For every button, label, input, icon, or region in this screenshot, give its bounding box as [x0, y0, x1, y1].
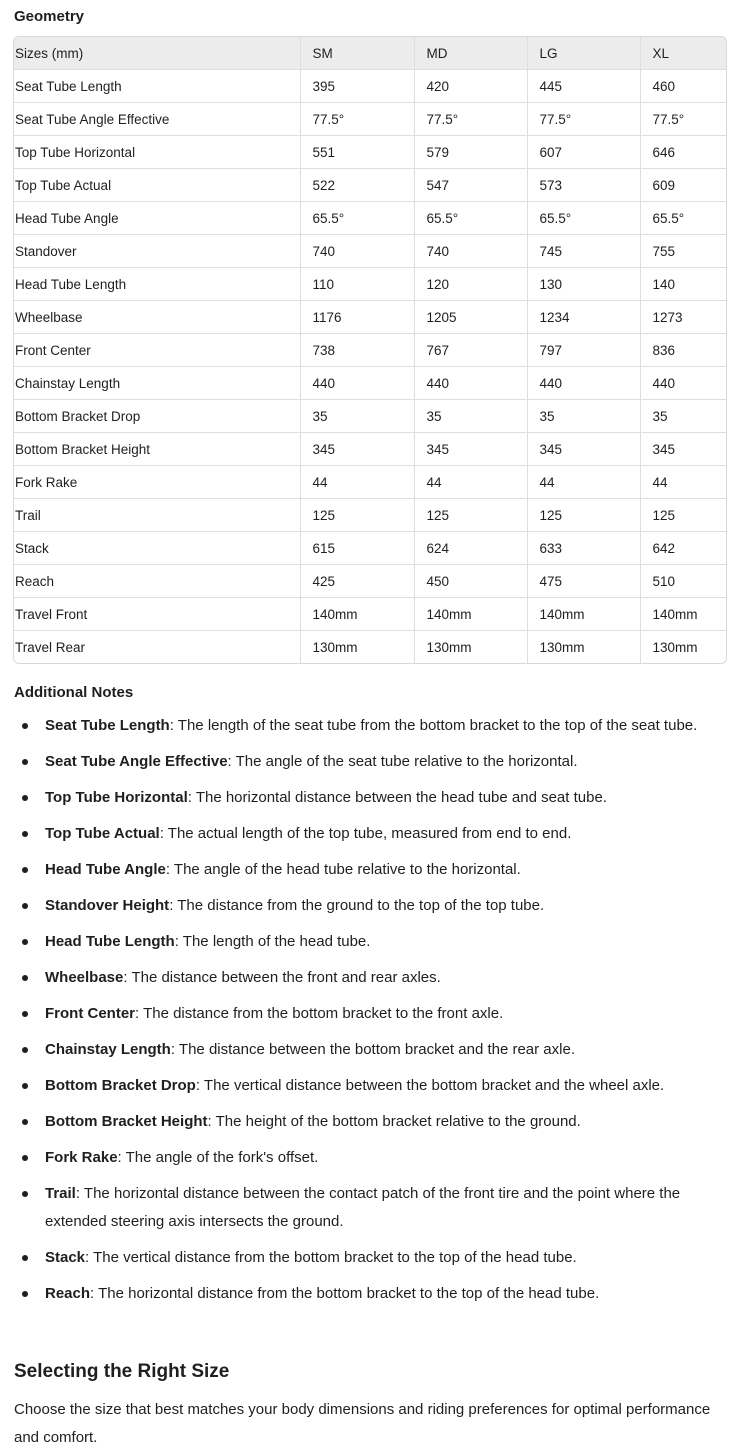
- bullet-icon: [22, 1155, 28, 1161]
- table-cell: 738: [300, 334, 414, 367]
- list-item: [0, 1108, 720, 1136]
- table-cell: 745: [527, 235, 640, 268]
- note-description: : The actual length of the top tube, measured from end to end.: [159, 825, 572, 842]
- table-row: [14, 598, 727, 631]
- note-description: : The height of the bottom bracket relative to the ground.: [207, 1113, 581, 1130]
- list-item: [0, 748, 720, 776]
- note-term: Reach: [45, 1285, 91, 1302]
- note-description: : The horizontal distance from the bottom bracket to the top of the head tube.: [90, 1285, 600, 1302]
- note-description: : The horizontal distance between the head tube and seat tube.: [187, 789, 607, 806]
- table-cell: 547: [414, 169, 527, 202]
- table-cell: 425: [300, 565, 414, 598]
- table-cell: 607: [527, 136, 640, 169]
- note-term: Seat Tube Angle Effective: [45, 753, 228, 770]
- note-term: Bottom Bracket Drop: [45, 1077, 196, 1094]
- note-term: Trail: [45, 1185, 76, 1202]
- list-item: [0, 856, 720, 884]
- table-cell: 551: [300, 136, 414, 169]
- table-cell: 460: [640, 70, 727, 103]
- list-item: [0, 712, 720, 740]
- table-cell: 140mm: [527, 598, 640, 631]
- header-size-md: MD: [414, 37, 527, 70]
- list-item: [0, 1244, 720, 1272]
- list-item: [0, 1036, 720, 1064]
- table-cell: 120: [414, 268, 527, 301]
- note-description: : The angle of the head tube relative to the horizontal.: [165, 861, 521, 878]
- table-cell: 579: [414, 136, 527, 169]
- table-cell: 35: [300, 400, 414, 433]
- geometry-heading: Geometry: [14, 8, 85, 25]
- table-cell: 1176: [300, 301, 414, 334]
- table-cell: 35: [640, 400, 727, 433]
- list-item: [0, 1072, 720, 1100]
- table-cell: 767: [414, 334, 527, 367]
- table-row: [14, 433, 727, 466]
- note-term: Head Tube Angle: [45, 861, 166, 878]
- table-cell: 110: [300, 268, 414, 301]
- table-cell: 755: [640, 235, 727, 268]
- note-description: : The angle of the seat tube relative to the horizontal.: [227, 753, 578, 770]
- table-cell: 642: [640, 532, 727, 565]
- bullet-icon: [22, 1011, 28, 1017]
- table-cell: 1273: [640, 301, 727, 334]
- table-row: [14, 103, 727, 136]
- note-description: : The vertical distance between the bottom bracket and the wheel axle.: [195, 1077, 665, 1094]
- row-label: Fork Rake: [14, 466, 300, 499]
- table-row: [14, 268, 727, 301]
- table-row: [14, 466, 727, 499]
- table-row: [14, 532, 727, 565]
- table-cell: 130mm: [652, 639, 698, 655]
- table-row: [14, 235, 727, 268]
- geometry-table-container: [13, 36, 727, 664]
- geometry-table-body: [14, 70, 727, 664]
- row-label: Bottom Bracket Height: [14, 433, 300, 466]
- table-cell: 510: [640, 565, 727, 598]
- note-term: Top Tube Actual: [45, 825, 160, 842]
- table-cell: 77.5°: [640, 103, 727, 136]
- table-cell: 140mm: [640, 598, 727, 631]
- table-cell: 345: [640, 433, 727, 466]
- list-item: [0, 964, 720, 992]
- list-item: [0, 1280, 720, 1308]
- table-cell: 573: [527, 169, 640, 202]
- table-row: [14, 136, 727, 169]
- table-cell: 624: [414, 532, 527, 565]
- header-size-xl: XL: [640, 37, 727, 70]
- table-cell: 65.5°: [300, 202, 414, 235]
- bullet-icon: [22, 1255, 28, 1261]
- note-term: Front Center: [45, 1005, 135, 1022]
- table-cell: 609: [640, 169, 727, 202]
- table-cell: 440: [414, 367, 527, 400]
- table-cell: 740: [414, 235, 527, 268]
- note-term: Top Tube Horizontal: [45, 789, 188, 806]
- table-cell: 445: [527, 70, 640, 103]
- table-cell: 35: [527, 400, 640, 433]
- bullet-icon: [22, 1291, 28, 1297]
- table-cell: 345: [414, 433, 527, 466]
- list-item: [0, 928, 720, 956]
- row-label: Seat Tube Length: [14, 70, 300, 103]
- table-row: [14, 70, 727, 103]
- bullet-icon: [22, 1119, 28, 1125]
- table-cell: 615: [300, 532, 414, 565]
- table-cell: 130mm: [300, 631, 414, 664]
- bullet-icon: [22, 939, 28, 945]
- table-cell: 1234: [527, 301, 640, 334]
- row-label: Wheelbase: [14, 301, 300, 334]
- note-term: Bottom Bracket Height: [45, 1113, 208, 1130]
- table-cell: 440: [527, 367, 640, 400]
- list-item: [0, 892, 720, 920]
- table-cell: 65.5°: [414, 202, 527, 235]
- bullet-icon: [22, 1083, 28, 1089]
- table-row: [14, 631, 727, 664]
- row-label: Front Center: [14, 334, 300, 367]
- bullet-icon: [22, 831, 28, 837]
- list-item: [0, 1144, 720, 1172]
- header-size-lg: LG: [527, 37, 640, 70]
- table-cell: 345: [300, 433, 414, 466]
- row-label: Trail: [14, 499, 300, 532]
- row-label: Bottom Bracket Drop: [14, 400, 300, 433]
- row-label: Head Tube Length: [14, 268, 300, 301]
- geometry-table: [14, 37, 727, 663]
- geometry-table-head: [14, 37, 727, 70]
- table-cell: 125: [527, 499, 640, 532]
- table-cell: 65.5°: [527, 202, 640, 235]
- table-row: [14, 202, 727, 235]
- list-item: [0, 1000, 720, 1028]
- table-cell: 65.5°: [640, 202, 727, 235]
- table-row: [14, 499, 727, 532]
- table-cell: 125: [414, 499, 527, 532]
- note-term: Seat Tube Length: [45, 717, 170, 734]
- table-cell: 125: [300, 499, 414, 532]
- row-label: Top Tube Actual: [14, 169, 300, 202]
- list-item: [0, 1180, 720, 1236]
- note-description: : The distance from the bottom bracket to the front axle.: [135, 1005, 504, 1022]
- note-description: : The distance from the ground to the top of the top tube.: [169, 897, 545, 914]
- table-cell: 633: [527, 532, 640, 565]
- note-term: Head Tube Length: [45, 933, 175, 950]
- note-description: : The length of the head tube.: [174, 933, 371, 950]
- table-cell: 125: [640, 499, 727, 532]
- table-cell: 140mm: [300, 598, 414, 631]
- list-item: [0, 820, 720, 848]
- note-term: Standover Height: [45, 897, 170, 914]
- header-sizes-label: Sizes (mm): [14, 37, 300, 70]
- note-term: Fork Rake: [45, 1149, 118, 1166]
- note-description: : The length of the seat tube from the bottom bracket to the top of the seat tube.: [169, 717, 698, 734]
- bullet-icon: [22, 867, 28, 873]
- table-cell: 77.5°: [300, 103, 414, 136]
- table-cell: 130: [527, 268, 640, 301]
- table-cell: 740: [300, 235, 414, 268]
- bullet-icon: [22, 1191, 28, 1197]
- row-label: Reach: [14, 565, 300, 598]
- table-row: [14, 301, 727, 334]
- table-cell: 77.5°: [414, 103, 527, 136]
- table-cell: 140: [640, 268, 727, 301]
- table-row: [14, 565, 727, 598]
- table-cell: 130mm: [527, 631, 640, 664]
- note-description: : The distance between the front and rear axles.: [123, 969, 441, 986]
- note-term: Wheelbase: [45, 969, 124, 986]
- table-cell: 420: [414, 70, 527, 103]
- table-row: [14, 367, 727, 400]
- note-description: : The distance between the bottom bracket and the rear axle.: [170, 1041, 575, 1058]
- table-cell: 522: [300, 169, 414, 202]
- table-cell: 440: [640, 367, 727, 400]
- row-label: Travel Front: [14, 598, 300, 631]
- table-cell: 44: [527, 466, 640, 499]
- note-description: : The horizontal distance between the contact patch of the front tire and the point where the extended steering axis intersects the ground.: [45, 1185, 681, 1230]
- table-cell: 1205: [414, 301, 527, 334]
- row-label: Standover: [14, 235, 300, 268]
- bullet-icon: [22, 975, 28, 981]
- table-row: [14, 334, 727, 367]
- table-cell: 450: [414, 565, 527, 598]
- bullet-icon: [22, 723, 28, 729]
- table-cell: 797: [527, 334, 640, 367]
- note-term: Stack: [45, 1249, 86, 1266]
- selecting-size-heading: Selecting the Right Size: [14, 1361, 230, 1382]
- note-term: Chainstay Length: [45, 1041, 171, 1058]
- row-label: Head Tube Angle: [14, 202, 300, 235]
- selecting-size-paragraph: Choose the size that best matches your body dimensions and riding preferences for optimal performance and comfort.: [14, 1401, 711, 1446]
- table-row: [14, 400, 727, 433]
- table-cell: 646: [640, 136, 727, 169]
- additional-notes-heading: Additional Notes: [14, 684, 134, 701]
- row-label: Top Tube Horizontal: [14, 136, 300, 169]
- header-size-sm: SM: [300, 37, 414, 70]
- note-description: : The vertical distance from the bottom bracket to the top of the head tube.: [85, 1249, 577, 1266]
- row-label: Travel Rear: [14, 631, 300, 664]
- table-cell: 44: [300, 466, 414, 499]
- table-cell: 345: [527, 433, 640, 466]
- table-cell: 395: [300, 70, 414, 103]
- bullet-icon: [22, 795, 28, 801]
- bullet-icon: [22, 903, 28, 909]
- row-label: Stack: [14, 532, 300, 565]
- table-cell: 440: [300, 367, 414, 400]
- table-cell: 836: [640, 334, 727, 367]
- table-cell: 44: [640, 466, 727, 499]
- table-cell: 77.5°: [527, 103, 640, 136]
- row-label: Seat Tube Angle Effective: [14, 103, 300, 136]
- table-cell: 140mm: [414, 598, 527, 631]
- table-row: [14, 169, 727, 202]
- row-label: Chainstay Length: [14, 367, 300, 400]
- table-cell: 475: [527, 565, 640, 598]
- table-cell: 35: [414, 400, 527, 433]
- bullet-icon: [22, 1047, 28, 1053]
- note-description: : The angle of the fork's offset.: [117, 1149, 319, 1166]
- table-cell: 130mm: [414, 631, 527, 664]
- table-header-row: [14, 37, 727, 70]
- bullet-icon: [22, 759, 28, 765]
- list-item: [0, 784, 720, 812]
- table-cell: 44: [414, 466, 527, 499]
- notes-list: [0, 712, 720, 1316]
